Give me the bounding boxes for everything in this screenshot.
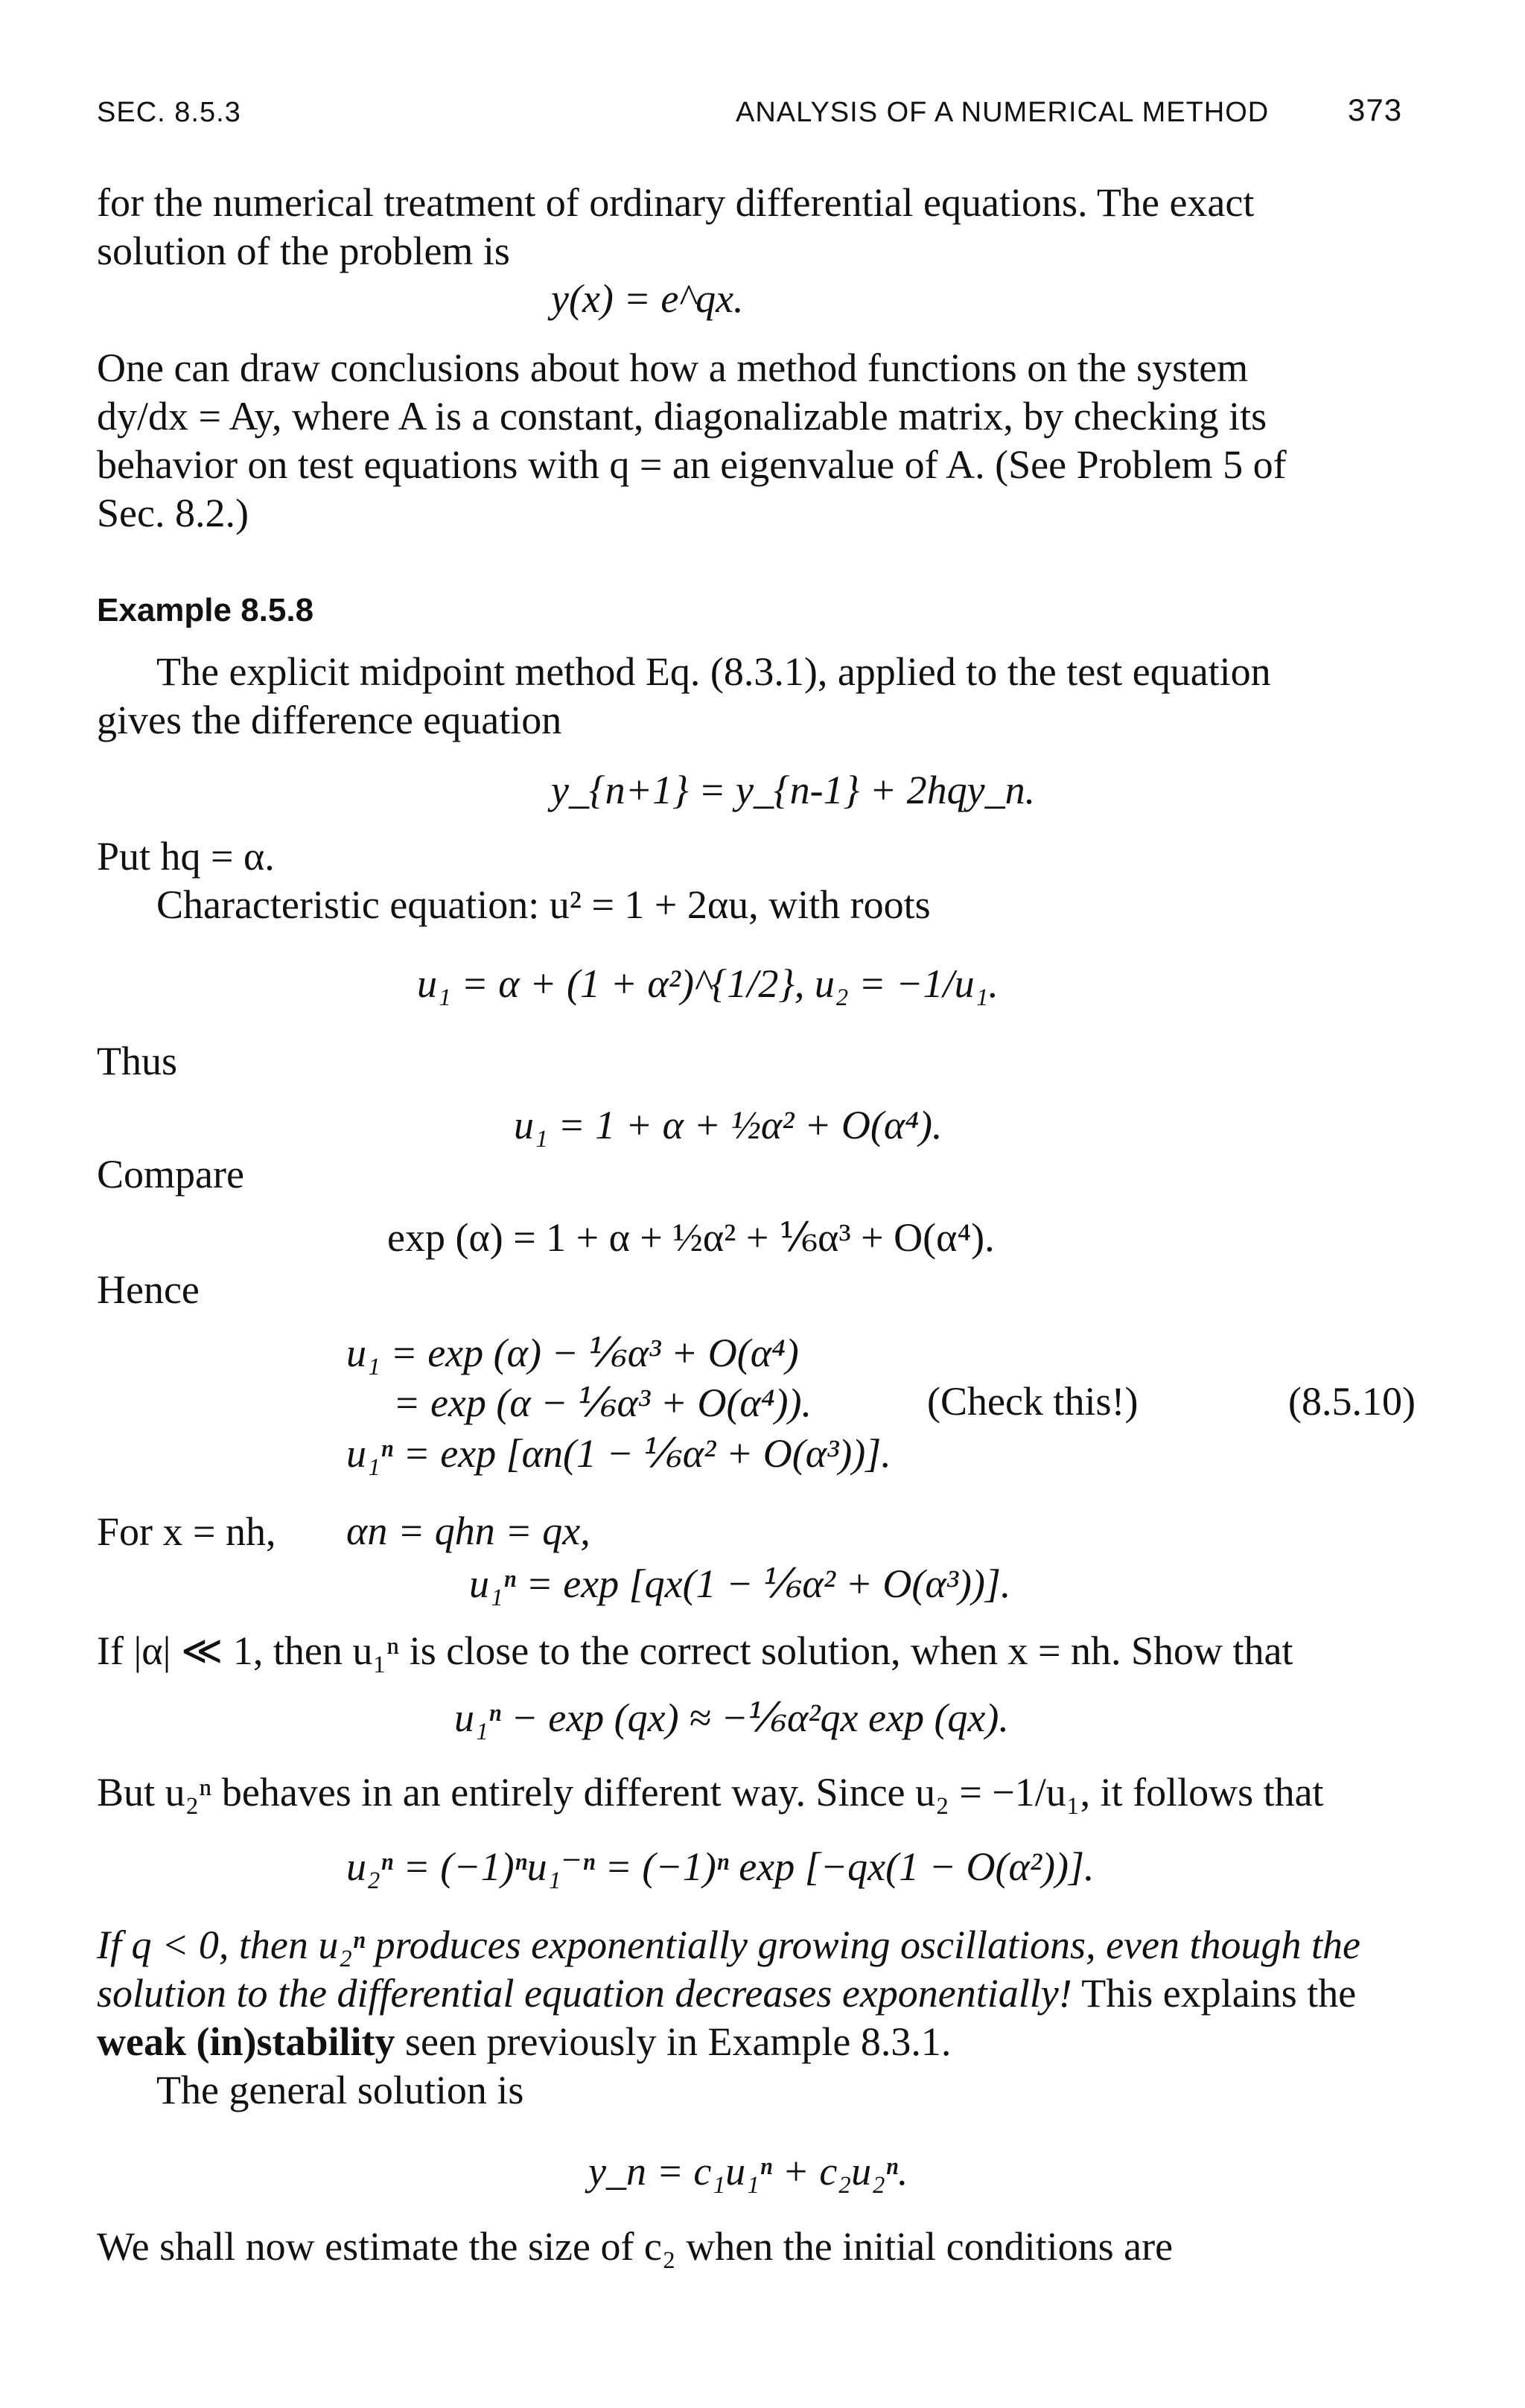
equation-u2n: u₂ⁿ = (−1)ⁿu₁⁻ⁿ = (−1)ⁿ exp [−qx(1 − O(α²))]. <box>346 1844 1095 1889</box>
final-line: We shall now estimate the size of c₂ when the initial conditions are <box>97 2224 1174 2269</box>
but-line: But u₂ⁿ behaves in an entirely different way. Since u₂ = −1/u₁, it follows that <box>97 1770 1324 1815</box>
weak-stability-rest: seen previously in Example 8.3.1. <box>395 2019 952 2064</box>
thus-label: Thus <box>97 1039 177 1083</box>
paragraph-1-line-2: solution of the problem is <box>97 229 510 273</box>
example-title: Example 8.5.8 <box>97 592 314 628</box>
equation-alpha-n: αn = qhn = qx, <box>346 1509 590 1553</box>
equation-u1n: u₁ⁿ = exp [αn(1 − ⅙α² + O(α³))]. <box>346 1431 891 1476</box>
equation-u1-exp: u₁ = exp (α) − ⅙α³ + O(α⁴) <box>346 1331 799 1375</box>
put-line: Put hq = α. <box>97 834 275 879</box>
equation-exact-solution: y(x) = e^qx. <box>551 276 744 321</box>
equation-u1n-qx: u₁ⁿ = exp [qx(1 − ⅙α² + O(α³))]. <box>469 1561 1011 1606</box>
hence-label: Hence <box>97 1267 200 1312</box>
equation-roots: u₁ = α + (1 + α²)^{1/2}, u₂ = −1/u₁. <box>417 961 999 1006</box>
if-line: If |α| ≪ 1, then u₁ⁿ is close to the correct solution, when x = nh. Show that <box>97 1628 1293 1673</box>
check-note: (Check this!) <box>927 1379 1139 1424</box>
equation-u1-exp-2: = exp (α − ⅙α³ + O(α⁴)). <box>393 1380 812 1425</box>
equation-u1-series: u₁ = 1 + α + ½α² + O(α⁴). <box>514 1103 943 1147</box>
paragraph-2-line-4: Sec. 8.2.) <box>97 491 249 535</box>
weak-stability-term: weak (in)stability <box>97 2019 395 2064</box>
paragraph-2-line-3: behavior on test equations with q = an eigenvalue of A. (See Problem 5 of <box>97 442 1287 487</box>
equation-general: y_n = c₁u₁ⁿ + c₂u₂ⁿ. <box>588 2149 908 2194</box>
weak-stability-line <box>97 2018 951 2065</box>
compare-label: Compare <box>97 1152 244 1197</box>
running-header-section: SEC. 8.5.3 <box>97 97 241 128</box>
running-header-title: ANALYSIS OF A NUMERICAL METHOD <box>736 97 1270 128</box>
page-number: 373 <box>1348 92 1403 127</box>
for-label: For x = nh, <box>97 1509 276 1554</box>
paragraph-2-line-1: One can draw conclusions about how a method functions on the system <box>97 345 1249 390</box>
italic-line-1: If q < 0, then u₂ⁿ produces exponentially growing oscillations, even though the <box>97 1923 1360 1967</box>
general-solution-line: The general solution is <box>156 2068 524 2112</box>
equation-number: (8.5.10) <box>1288 1379 1416 1424</box>
equation-error: u₁ⁿ − exp (qx) ≈ −⅙α²qx exp (qx). <box>454 1695 1009 1740</box>
italic-line-2 <box>97 1969 1356 2017</box>
italic-line-2-rest: This explains the <box>1072 1971 1357 2016</box>
characteristic-line: Characteristic equation: u² = 1 + 2αu, with roots <box>156 882 931 927</box>
paragraph-1-line-1: for the numerical treatment of ordinary differential equations. The exact <box>97 180 1255 225</box>
equation-exp-series: exp (α) = 1 + α + ½α² + ⅙α³ + O(α⁴). <box>387 1215 995 1260</box>
example-intro-line-2: gives the difference equation <box>97 698 562 742</box>
italic-line-2-emphasis: solution to the differential equation decreases exponentially! <box>97 1971 1072 2016</box>
equation-difference: y_{n+1} = y_{n-1} + 2hqy_n. <box>551 768 1036 812</box>
example-intro-line-1: The explicit midpoint method Eq. (8.3.1), applied to the test equation <box>156 649 1271 694</box>
paragraph-2-line-2: dy/dx = Ay, where A is a constant, diagonalizable matrix, by checking its <box>97 394 1267 439</box>
